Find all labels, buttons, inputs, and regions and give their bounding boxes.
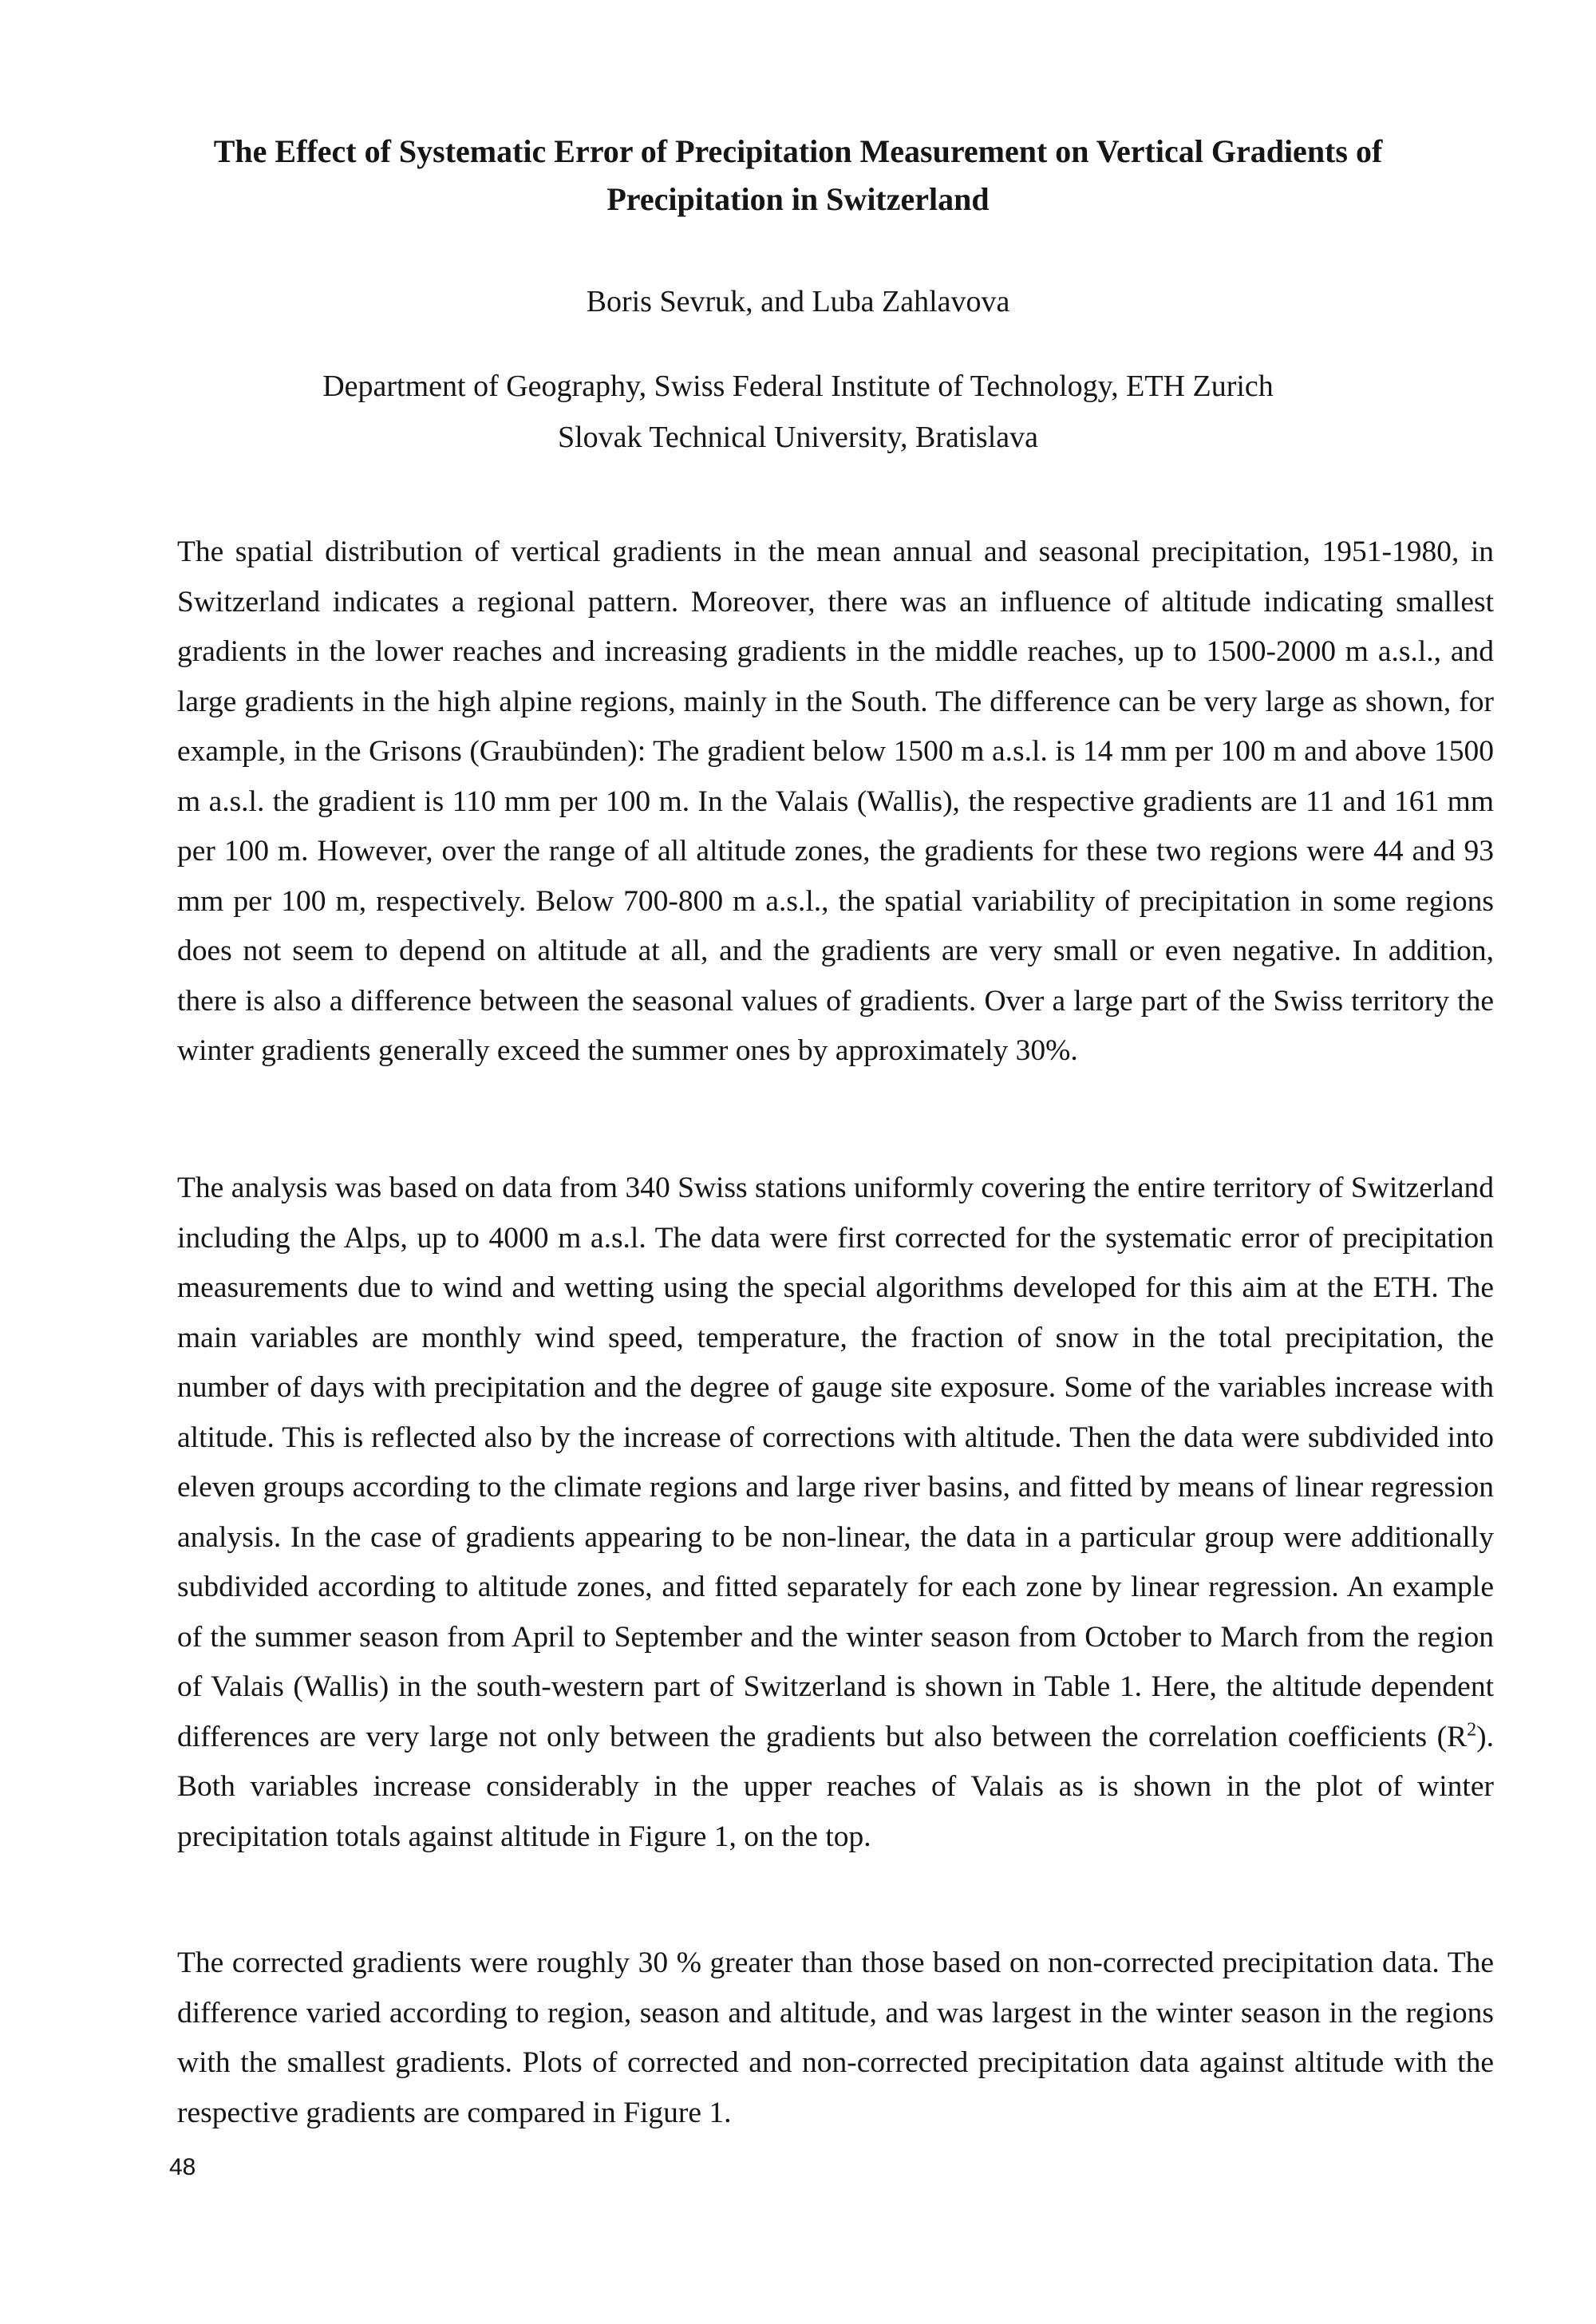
paper-title [144,128,1452,223]
body-paragraph-1: The spatial distribution of vertical gradients in the mean annual and seasonal precipitation, 1951-1980, in Switzerland indicates a regional pattern. Moreover, there was an influence of altitude indicating smallest gradients in the lower reaches and increasing gradients in the middle reaches, up to 1500-2000 m a.s.l., and large gradients in the high alpine regions, mainly in the South. The difference can be very large as shown, for example, in the Grisons (Graubünden): The gradient below 1500 m a.s.l. is 14 mm per 100 m and above 1500 m a.s.l. the gradient is 110 mm per 100 m. In the Valais (Wallis), the respective gradients are 11 and 161 mm per 100 m. However, over the range of all altitude zones, the gradients for these two regions were 44 and 93 mm per 100 m, respectively. Below 700-800 m a.s.l., the spatial variability of precipitation in some regions does not seem to depend on altitude at all, and the gradients are very small or even negative. In addition, there is also a difference between the seasonal values of gradients. Over a large part of the Swiss territory the winter gradients generally exceed the summer ones by approximately 30%. [177,536,1494,1067]
affiliation-1: Department of Geography, Swiss Federal Institute of Technology, ETH Zurich [322,370,1274,403]
paper-title-line-2: Precipitation in Switzerland [606,181,990,217]
authors: Boris Sevruk, and Luba Zahlavova [586,285,1010,318]
page-number: 48 [169,2154,196,2180]
body-paragraph-2-text-b: ). Both variables increase considerably in the upper reaches of Valais as is shown in the plot of winter precipitation totals against altitude in Figure 1, on the top. [177,1720,1494,1853]
superscript-2: 2 [1467,1719,1477,1740]
body-paragraph-2-text-a: The analysis was based on data from 340 Swiss stations uniformly covering the entire territory of Switzerland including the Alps, up to 4000 m a.s.l. The data were first corrected for the systematic error of precipitation measurements due to wind and wetting using the special algorithms developed for this aim at the ETH. The main variables are monthly wind speed, temperature, the fraction of snow in the total precipitation, the number of days with precipitation and the degree of gauge site exposure. Some of the variables increase with altitude. This is reflected also by the increase of corrections with altitude. Then the data were subdivided into eleven groups according to the climate regions and large river basins, and fitted by means of linear regression analysis. In the case of gradients appearing to be non-linear, the data in a particular group were additionally subdivided according to altitude zones, and fitted separately for each zone by linear regression. An example of the summer season from April to September and the winter season from October to March from the region of Valais (Wallis) in the south-western part of Switzerland is shown in Table 1. Here, the altitude dependent differences are very large not only between the gradients but also between the correlation coefficients (R [177,1172,1494,1753]
affiliations [144,361,1452,463]
affiliation-2: Slovak Technical University, Bratislava [557,421,1039,454]
body-paragraph-3: The corrected gradients were roughly 30 % greater than those based on non-corrected precipitation data. The difference varied according to region, season and altitude, and was largest in the winter season in the regions with the smallest gradients. Plots of corrected and non-corrected precipitation data against altitude with the respective gradients are compared in Figure 1. [177,1947,1494,2129]
paper-title-line-1: The Effect of Systematic Error of Precipitation Measurement on Vertical Gradients of [213,133,1383,169]
body-paragraph-2 [177,1164,1494,1862]
